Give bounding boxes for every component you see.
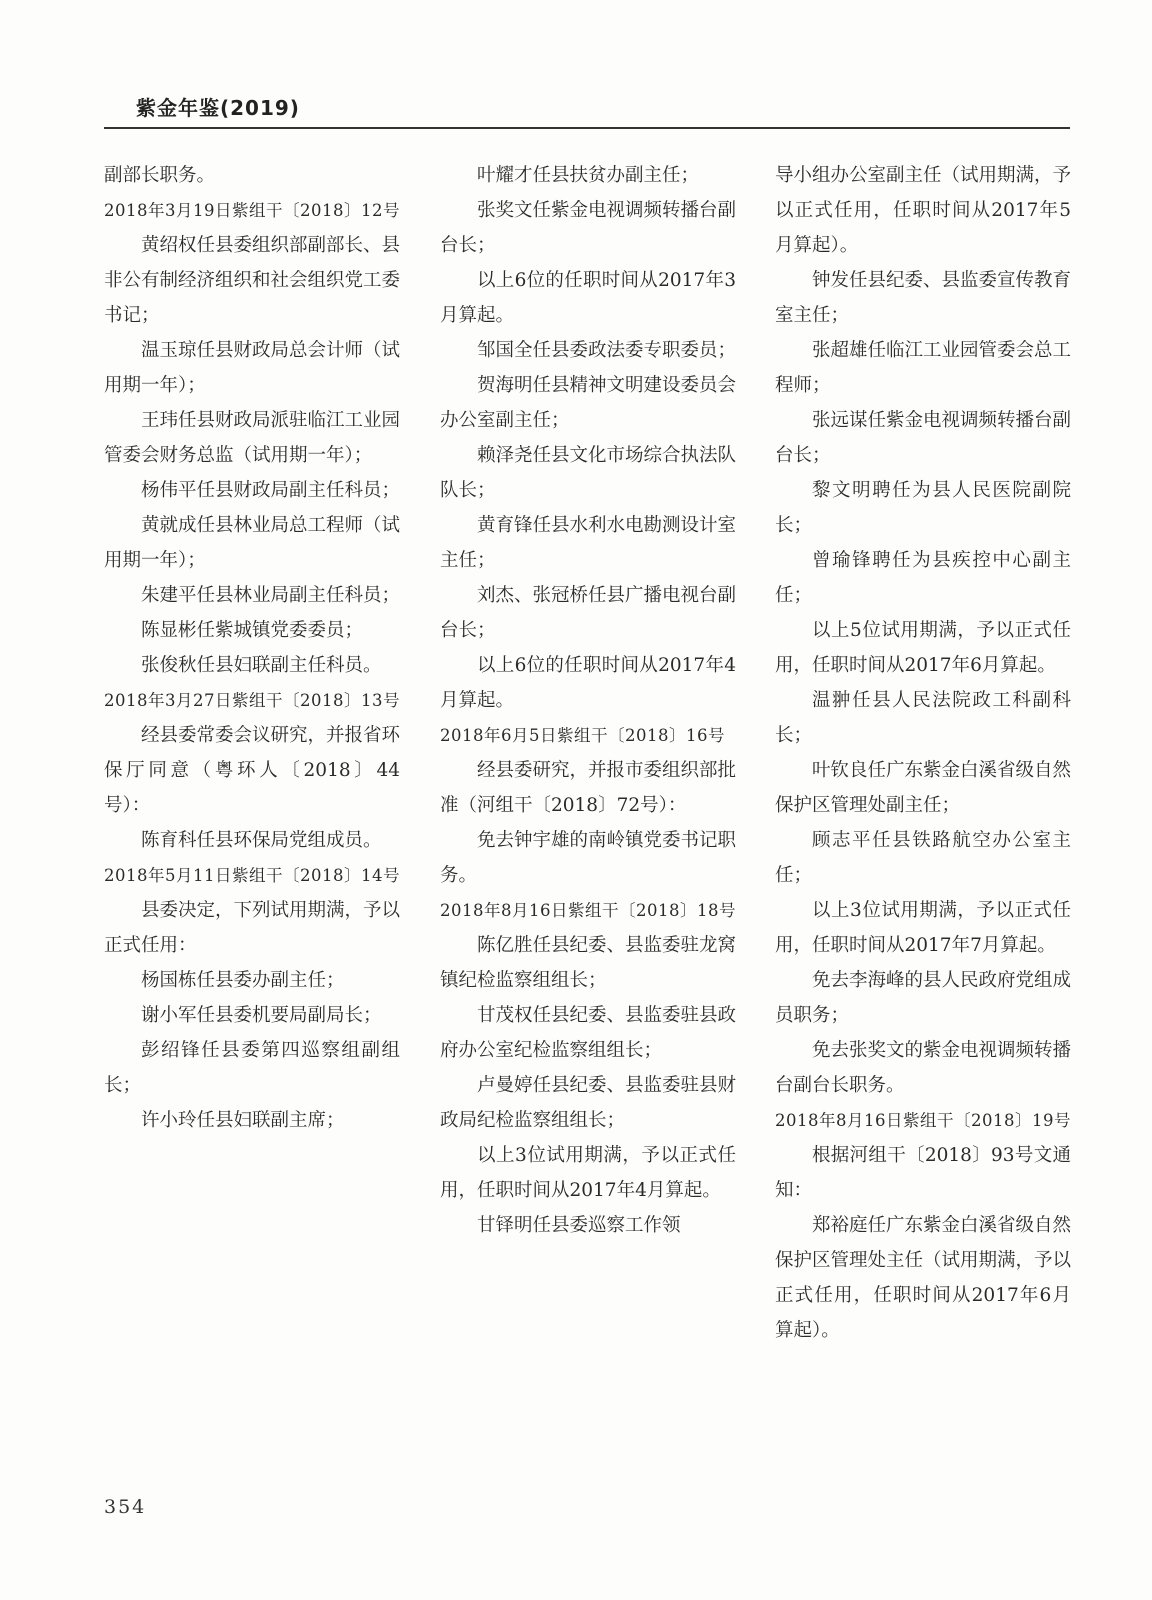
appointment-paragraph: 黄育锋任县水利水电勘测设计室主任； (440, 515, 737, 571)
appointment-paragraph: 黄绍权任县委组织部副部长、县非公有制经济组织和社会组织党工委书记； (104, 235, 401, 326)
appointment-paragraph: 以上6位的任职时间从2017年4月算起。 (440, 655, 736, 711)
document-reference: 2018年6月5日紫组干〔2018〕16号 (440, 726, 725, 745)
appointment-paragraph: 经县委常委会议研究，并报省环保厅同意（粤环人〔2018〕44号）： (104, 725, 401, 816)
appointment-paragraph: 邹国全任县委政法委专职委员； (477, 340, 737, 361)
appointment-paragraph: 杨国栋任县委办副主任； (141, 970, 345, 991)
appointment-paragraph: 黄就成任县林业局总工程师（试用期一年）； (104, 515, 401, 571)
appointment-paragraph: 赖泽尧任县文化市场综合执法队队长； (440, 445, 737, 501)
appointment-paragraph: 免去张奖文的紫金电视调频转播台副台长职务。 (775, 1040, 1072, 1096)
document-reference: 2018年8月16日紫组干〔2018〕19号 (775, 1111, 1071, 1130)
appointment-paragraph: 张超雄任临江工业园管委会总工程师； (775, 340, 1072, 396)
appointment-paragraph: 钟发任县纪委、县监委宣传教育室主任； (775, 270, 1072, 326)
appointment-paragraph: 甘铎明任县委巡察工作领 (477, 1215, 681, 1236)
appointment-paragraph: 温玉琼任县财政局总会计师（试用期一年）； (104, 340, 401, 396)
appointment-paragraph: 卢曼婷任县纪委、县监委驻县财政局纪检监察组组长； (440, 1075, 737, 1131)
appointment-paragraph: 郑裕庭任广东紫金白溪省级自然保护区管理处主任（试用期满，予以正式任用，任职时间从2017年6月算起）。 (775, 1215, 1072, 1341)
appointment-paragraph: 以上3位试用期满，予以正式任用，任职时间从2017年4月算起。 (440, 1145, 736, 1201)
text-column-3 (775, 158, 1071, 1348)
appointment-paragraph: 谢小军任县委机要局副局长； (141, 1005, 382, 1026)
continued-paragraph: 导小组办公室副主任（试用期满，予以正式任用，任职时间从2017年5月算起）。 (775, 165, 1072, 256)
appointment-paragraph: 以上6位的任职时间从2017年3月算起。 (440, 270, 736, 326)
running-header-title: 紫金年鉴(2019) (136, 96, 300, 120)
document-reference: 2018年3月27日紫组干〔2018〕13号 (104, 691, 400, 710)
appointment-paragraph: 顾志平任县铁路航空办公室主任； (775, 830, 1071, 886)
document-reference: 2018年8月16日紫组干〔2018〕18号 (440, 901, 736, 920)
appointment-paragraph: 叶耀才任县扶贫办副主任； (477, 165, 700, 186)
appointment-paragraph: 经县委研究，并报市委组织部批准（河组干〔2018〕72号）： (440, 760, 737, 816)
appointment-paragraph: 朱建平任县林业局副主任科员； (141, 585, 401, 606)
header-divider (104, 127, 1070, 129)
appointment-paragraph: 许小玲任县妇联副主席； (141, 1110, 345, 1131)
document-reference: 2018年5月11日紫组干〔2018〕14号 (104, 866, 400, 885)
appointment-paragraph: 以上3位试用期满，予以正式任用，任职时间从2017年7月算起。 (775, 900, 1071, 956)
appointment-paragraph: 甘茂权任县纪委、县监委驻县政府办公室纪检监察组组长； (440, 1005, 737, 1061)
appointment-paragraph: 曾瑜锋聘任为县疾控中心副主任； (775, 550, 1071, 606)
appointment-paragraph: 张俊秋任县妇联副主任科员。 (141, 655, 382, 676)
appointment-paragraph: 张远谋任紫金电视调频转播台副台长； (775, 410, 1072, 466)
appointment-paragraph: 陈亿胜任县纪委、县监委驻龙窝镇纪检监察组组长； (440, 935, 737, 991)
appointment-paragraph: 杨伟平任县财政局副主任科员； (141, 480, 401, 501)
appointment-paragraph: 张奖文任紫金电视调频转播台副台长； (440, 200, 737, 256)
appointment-paragraph: 黎文明聘任为县人民医院副院长； (775, 480, 1071, 536)
appointment-paragraph: 叶钦良任广东紫金白溪省级自然保护区管理处副主任； (775, 760, 1072, 816)
appointment-paragraph: 温翀任县人民法院政工科副科长； (775, 690, 1071, 746)
appointment-paragraph: 免去李海峰的县人民政府党组成员职务； (775, 970, 1072, 1026)
text-column-1 (104, 158, 400, 1138)
appointment-paragraph: 县委决定，下列试用期满，予以正式任用： (104, 900, 401, 956)
page-number: 354 (104, 1496, 147, 1518)
appointment-paragraph: 彭绍锋任县委第四巡察组副组长； (104, 1040, 400, 1096)
appointment-paragraph: 陈育科任县环保局党组成员。 (141, 830, 382, 851)
appointment-paragraph: 陈显彬任紫城镇党委委员； (141, 620, 364, 641)
appointment-paragraph: 以上5位试用期满，予以正式任用，任职时间从2017年6月算起。 (775, 620, 1071, 676)
document-reference: 2018年3月19日紫组干〔2018〕12号 (104, 201, 400, 220)
appointment-paragraph: 王玮任县财政局派驻临江工业园管委会财务总监（试用期一年）； (104, 410, 401, 466)
text-column-2 (440, 158, 736, 1243)
continued-paragraph: 副部长职务。 (104, 165, 216, 186)
appointment-paragraph: 贺海明任县精神文明建设委员会办公室副主任； (440, 375, 737, 431)
appointment-paragraph: 刘杰、张冠桥任县广播电视台副台长； (440, 585, 737, 641)
appointment-paragraph: 根据河组干〔2018〕93号文通知： (775, 1145, 1071, 1201)
appointment-paragraph: 免去钟宇雄的南岭镇党委书记职务。 (440, 830, 737, 886)
